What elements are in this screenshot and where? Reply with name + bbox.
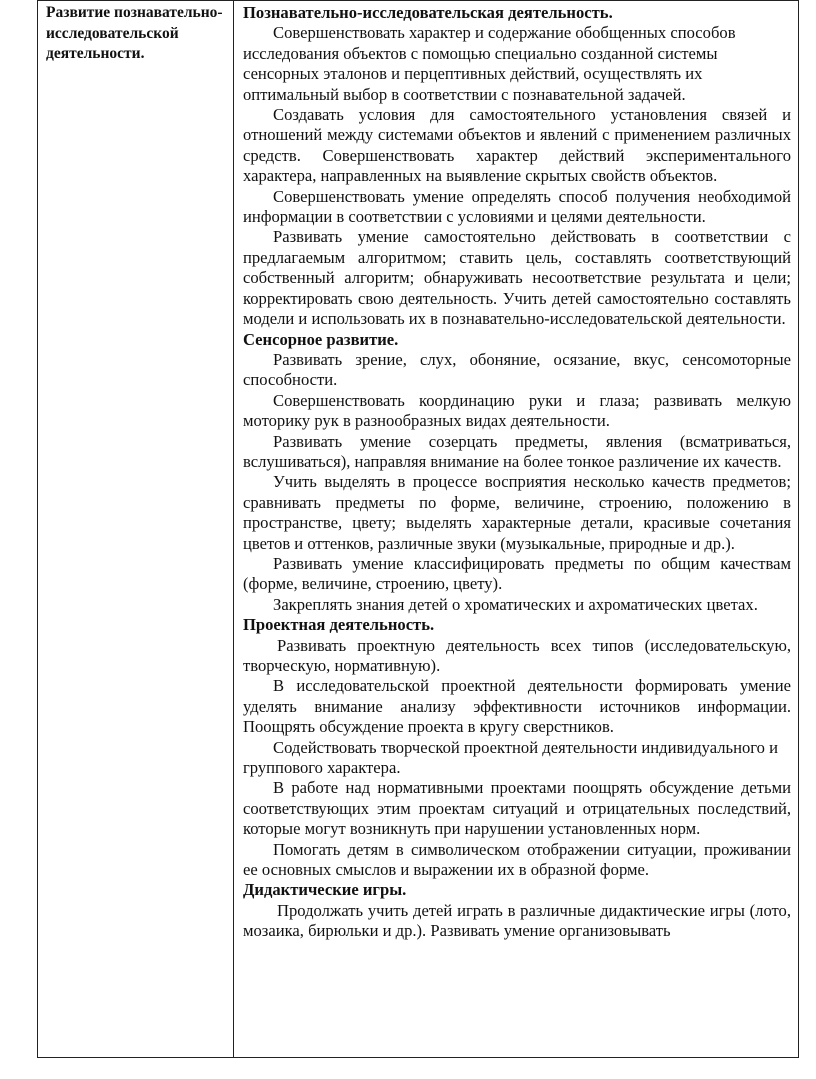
paragraph: Совершенствовать координацию руки и глаза; развивать мелкую моторику рук в разнообразных видах деятельности. [243,390,791,431]
paragraph: Развивать зрение, слух, обоняние, осязание, вкус, сенсомоторные способности. [243,349,791,390]
paragraph: Развивать проектную деятельность всех типов (исследовательскую, творческую, нормативную). [243,635,791,675]
heading-didactic-games: Дидактические игры. [243,880,407,900]
paragraph: Содействовать творческой проектной деятельности индивидуального и группового характера. [243,737,778,778]
paragraph: Закреплять знания детей о хроматических и ахроматических цветах. [273,594,758,614]
section-title-cell [46,3,226,65]
paragraph: В исследовательской проектной деятельности формировать умение уделять внимание анализу эффективности источников информации. Поощрять обсуждение проекта в кругу сверстников. [243,676,791,737]
content-table [37,0,799,1058]
content-cell [243,3,791,942]
paragraph: Помогать детям в символическом отображении ситуации, проживании ее основных смыслов и выражении их в образной форме. [243,839,791,880]
heading-cognitive-research: Познавательно-исследовательская деятельность. [243,3,613,22]
paragraph: Создавать условия для самостоятельного установления связей и отношений между системами объектов и явлений с применением различных средств. Совершенствовать характер действий экспериментального характера, направленных на выявление скрытых свойств объектов. [243,105,791,186]
heading-sensory-development: Сенсорное развитие. [243,329,399,349]
paragraph: Совершенствовать характер и содержание обобщенных способов исследования объектов с помощью специально созданной системы сенсорных эталонов и перцептивных действий, осуществлять их оптимальный выбор в соответствии с познавательной задачей. [243,23,736,104]
paragraph: В работе над нормативными проектами поощрять обсуждение детьми соответствующих этим проектам ситуаций и отрицательных последствий, которые могут возникнуть при нарушении установленных норм. [243,778,791,839]
heading-project-activity: Проектная деятельность. [243,615,435,635]
paragraph: Развивать умение классифицировать предметы по общим качествам (форме, величине, строению, цвету). [243,553,791,594]
paragraph: Развивать умение созерцать предметы, явления (всматриваться, вслушиваться), направляя внимание на более тонкое различение их качеств. [243,431,791,471]
section-title: Развитие познавательно-исследовательской деятельности. [46,4,223,62]
paragraph: Совершенствовать умение определять способ получения необходимой информации в соответствии с условиями и целями деятельности. [243,186,791,227]
paragraph: Учить выделять в процессе восприятия несколько качеств предметов; сравнивать предметы по форме, величине, строению, положению в пространстве, цвету; выделять характерные детали, красивые сочетания цветов и оттенков, различные звуки (музыкальные, природные и др.). [243,472,791,553]
column-divider [233,1,234,1057]
paragraph: Развивать умение самостоятельно действовать в соответствии с предлагаемым алгоритмом; ставить цель, составлять соответствующий собственный алгоритм; обнаруживать несоответствие результата и цели; корректировать свою деятельность. Учить детей самостоятельно составлять модели и использовать их в познавательно-исследовательской деятельности. [243,227,791,329]
paragraph: Продолжать учить детей играть в различные дидактические игры (лото, мозаика, бирюльки и др.). Развивать умение организовывать [243,900,791,941]
